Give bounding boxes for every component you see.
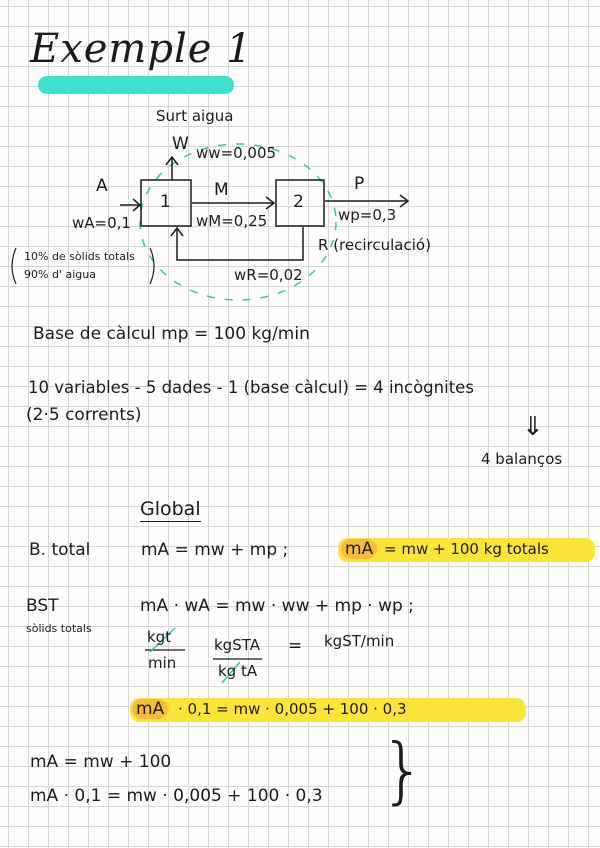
- solids-label: sòlids totals: [26, 622, 92, 635]
- page-title: Exemple 1: [30, 26, 253, 72]
- corrents-line: (2·5 corrents): [26, 405, 142, 425]
- label-surt-aigua: Surt aigua: [156, 107, 234, 125]
- bst-equation: mA · wA = mw · ww + mp · wp ;: [140, 596, 414, 616]
- b-total-highlight-rest: = mw + 100 kg totals: [384, 540, 549, 558]
- unit-1-label: 1: [160, 192, 171, 212]
- double-down-arrow-icon: ⇓: [522, 412, 544, 442]
- system-line-1: mA = mw + 100: [30, 752, 172, 772]
- label-wp: wp=0,3: [338, 206, 397, 224]
- global-heading: Global: [140, 498, 201, 520]
- balancos-label: 4 balanços: [481, 450, 563, 468]
- note-paren-left: [12, 248, 16, 284]
- system-brace: }: [380, 728, 426, 812]
- label-r: R (recirculació): [318, 236, 431, 254]
- label-ww: ww=0,005: [196, 144, 277, 162]
- base-calcul: Base de càlcul mp = 100 kg/min: [33, 324, 310, 344]
- label-w: W: [172, 134, 189, 154]
- b-total-equation: mA = mw + mp ;: [141, 540, 289, 560]
- label-wr: wR=0,02: [234, 266, 303, 284]
- note-line-2: 90% d' aigua: [24, 268, 96, 281]
- note-paren-right: [150, 248, 154, 284]
- label-wm: wM=0,25: [196, 212, 268, 230]
- label-m: M: [214, 180, 229, 200]
- variables-line: 10 variables - 5 dades - 1 (base càlcul) = 4 incògnites: [28, 378, 474, 397]
- units-frac2-den: kg tA: [218, 662, 258, 680]
- note-line-1: 10% de sòlids totals: [24, 250, 135, 263]
- units-frac1-den: min: [148, 654, 177, 672]
- unit-2-label: 2: [293, 192, 304, 212]
- system-line-2: mA · 0,1 = mw · 0,005 + 100 · 0,3: [30, 786, 323, 806]
- units-result: kgST/min: [324, 632, 395, 650]
- label-a: A: [96, 176, 108, 196]
- label-wa: wA=0,1: [72, 214, 131, 232]
- bst-numeric-ma: mA: [132, 699, 168, 719]
- b-total-label: B. total: [29, 540, 91, 560]
- b-total-highlight-ma: mA: [341, 539, 377, 559]
- bst-numeric-rest: · 0,1 = mw · 0,005 + 100 · 0,3: [178, 700, 407, 718]
- label-p: P: [354, 174, 365, 194]
- units-frac2-num: kgSTA: [214, 636, 260, 654]
- units-frac1-num: kgt: [147, 628, 172, 646]
- stream-r-line: [177, 227, 303, 260]
- bst-label: BST: [26, 596, 59, 616]
- units-equals: =: [288, 636, 303, 656]
